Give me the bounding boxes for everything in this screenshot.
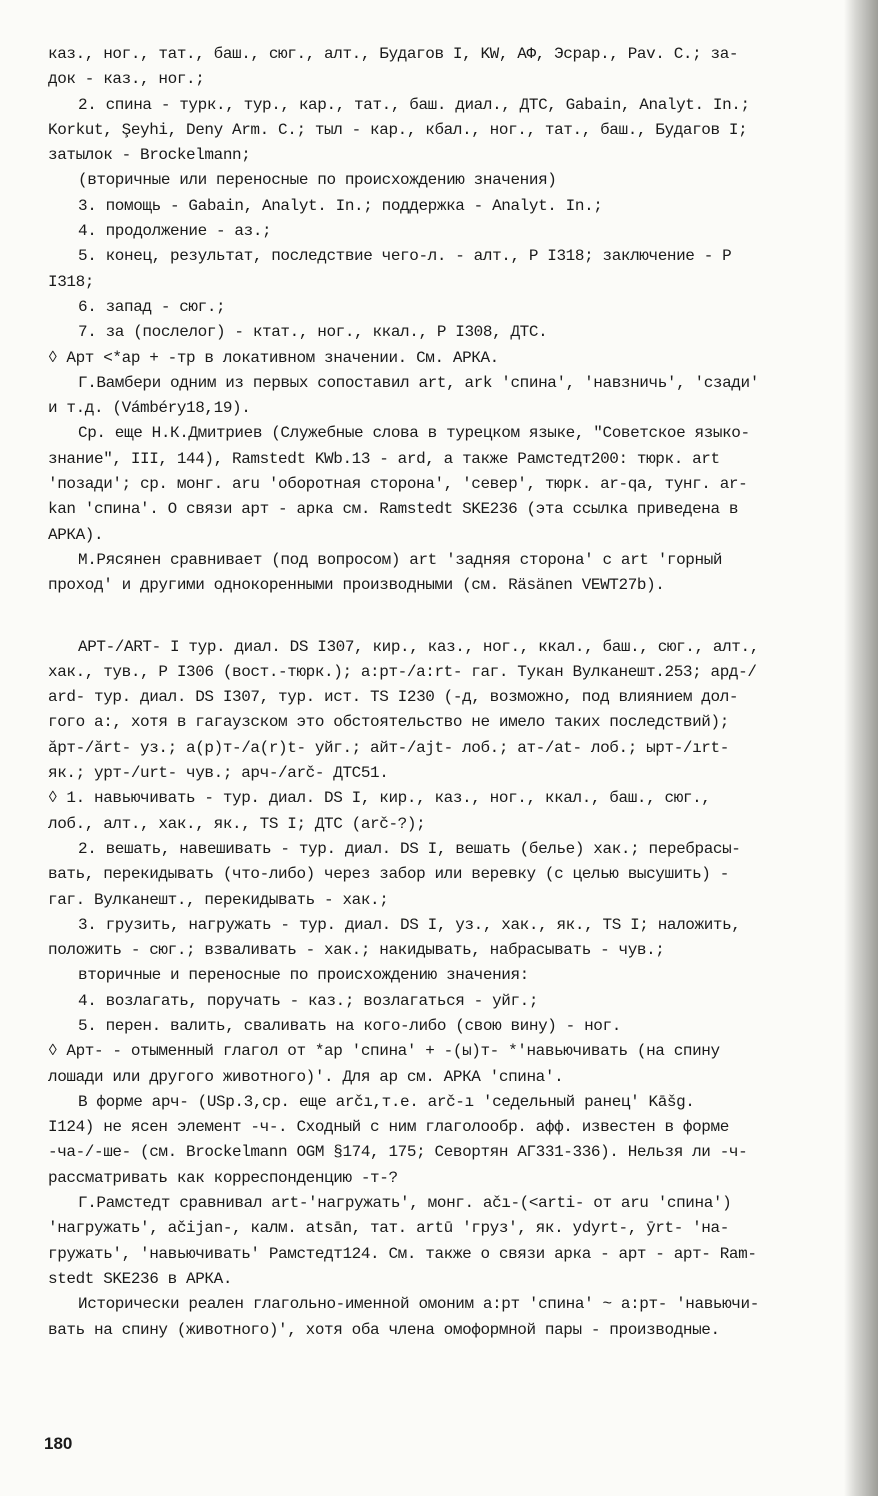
text-line: каз., ног., тат., баш., сюг., алт., Будагов I, KW, АФ, Эсрар., Pav. C.; за- <box>48 45 739 63</box>
text-line: вать на спину (животного)', хотя оба члена омоформной пары - производные. <box>48 1320 720 1339</box>
text-line: лошади или другого животного)'. Для ар см. АРКА 'спина'. <box>48 1067 564 1086</box>
text-line: 'нагружать', ačijan-, калм. atsān, тат. artū 'груз', як. ydyrt-, ȳrt- 'на- <box>48 1219 729 1238</box>
text-line: ard- тур. диал. DS I307, тур. ист. TS I230 (-д, возможно, под влиянием дол- <box>48 688 739 707</box>
text-line: М.Рясянен сравнивает (под вопросом) art 'задняя сторона' с art 'горный <box>78 550 723 569</box>
text-line: 6. запад - сюг.; <box>78 297 226 316</box>
text-line: -ча-/-ше- (см. Brockelmann OGM §174, 175; Севортян АГ331-336). Нельзя ли -ч- <box>48 1143 748 1162</box>
text-line: як.; урт-/urt- чув.; арч-/arč- ДТС51. <box>48 764 389 783</box>
page-number: 180 <box>44 1434 73 1453</box>
text-line: и т.д. (Vámbéry18,19). <box>48 399 251 418</box>
text-line: Korkut, Şeyhi, Deny Arm. C.; тыл - кар., кбал., ног., тат., баш., Будагов I; <box>48 120 748 139</box>
text-line: ăрт-/ărt- уз.; а(р)т-/a(r)t- уйг.; айт-/ajt- лоб.; ат-/at- лоб.; ырт-/ırt- <box>48 738 729 757</box>
text-line: 3. помощь - Gabain, Analyt. In.; поддержка - Analyt. In.; <box>78 196 603 215</box>
text-line: (вторичные или переносные по происхождению значения) <box>78 171 557 190</box>
page-text <box>48 42 848 1343</box>
text-line: проход' и другими однокоренными производными (см. Räsänen VEWT27b). <box>48 576 665 595</box>
text-line: док - каз., ног.; <box>48 70 205 89</box>
text-line: 2. вешать, навешивать - тур. диал. DS I, вешать (белье) хак.; перебрасы- <box>78 839 741 858</box>
text-line: лоб., алт., хак., як., TS I; ДТС (arč-?); <box>48 814 426 833</box>
scan-edge-shadow <box>844 0 878 1496</box>
text-line: ◊ 1. навьючивать - тур. диал. DS I, кир., каз., ног., ккал., баш., сюг., <box>48 789 711 808</box>
text-line: ◊ Арт- - отыменный глагол от *ар 'спина' + -(ы)т- *'навьючивать (на спину <box>48 1042 720 1061</box>
text-line: 4. возлагать, поручать - каз.; возлагаться - уйг.; <box>78 991 539 1010</box>
text-line: I124) не ясен элемент -ч-. Сходный с ним глаголообр. афф. известен в форме <box>48 1118 729 1137</box>
text-line: I318; <box>48 272 95 291</box>
text-line: хак., тув., Р I306 (вост.-тюрк.); а:рт-/a:rt- гаг. Тукан Вулканешт.253; ард-/ <box>48 662 757 681</box>
text-line: АРТ-/ART- I тур. диал. DS I307, кир., каз., ног., ккал., баш., сюг., алт., <box>78 637 759 656</box>
text-line: гружать', 'навьючивать' Рамстедт124. См. также о связи арка - арт - арт- Ram- <box>48 1244 757 1263</box>
text-line: знание", III, 144), Ramstedt KWb.13 - ard, а также Рамстедт200: тюрк. art <box>48 449 720 468</box>
text-line: Г.Вамбери одним из первых сопоставил art, ark 'спина', 'навзничь', 'сзади' <box>78 373 759 392</box>
text-line: 5. перен. валить, сваливать на кого-либо (свою вину) - ног. <box>78 1016 621 1035</box>
text-line: вторичные и переносные по происхождению значения: <box>78 966 529 985</box>
text-line: Г.Рамстедт сравнивал art-'нагружать', монг. ačı-(<arti- от aru 'спина') <box>78 1194 732 1213</box>
text-line: гого а:, хотя в гагаузском это обстоятельство не имело таких последствий); <box>48 713 729 732</box>
text-line: 7. за (послелог) - ктат., ног., ккал., Р I308, ДТС. <box>78 323 548 342</box>
text-line: вать, перекидывать (что-либо) через забор или веревку (с целью высушить) - <box>48 865 729 884</box>
text-line: 5. конец, результат, последствие чего-л. - алт., Р I318; заключение - Р <box>78 247 732 266</box>
text-line: 2. спина - турк., тур., кар., тат., баш. диал., ДТС, Gabain, Analyt. In.; <box>78 95 750 114</box>
text-line: kan 'спина'. О связи арт - арка см. Ramstedt SKE236 (эта ссылка приведена в <box>48 500 739 519</box>
paragraph-gap <box>48 599 848 635</box>
text-line: 'позади'; ср. монг. aru 'оборотная сторона', 'север', тюрк. ar-qa, тунг. ar- <box>48 475 748 494</box>
text-line: В форме арч- (USp.3,ср. еще arčı,т.е. arč-ı 'седельный ранец' Kāšg. <box>78 1092 695 1111</box>
text-line: ◊ Арт <*ар + -тр в локативном значении. См. АРКА. <box>48 348 499 367</box>
text-line: Ср. еще Н.К.Дмитриев (Служебные слова в турецком языке, "Советское языко- <box>78 424 750 443</box>
text-line: рассматривать как корреспонденцию -т-? <box>48 1168 398 1187</box>
text-line: затылок - Brockelmann; <box>48 146 251 165</box>
text-line: 3. грузить, нагружать - тур. диал. DS I, уз., хак., як., TS I; наложить, <box>78 915 741 934</box>
text-line: гаг. Вулканешт., перекидывать - хак.; <box>48 890 389 909</box>
text-line: 4. продолжение - аз.; <box>78 222 272 241</box>
text-line: stedt SKE236 в АРКА. <box>48 1269 233 1288</box>
text-line: положить - сюг.; взваливать - хак.; накидывать, набрасывать - чув.; <box>48 941 665 960</box>
text-line: Исторически реален глагольно-именной омоним а:рт 'спина' ~ а:рт- 'навьючи- <box>78 1295 759 1314</box>
text-line: АРКА). <box>48 525 104 544</box>
